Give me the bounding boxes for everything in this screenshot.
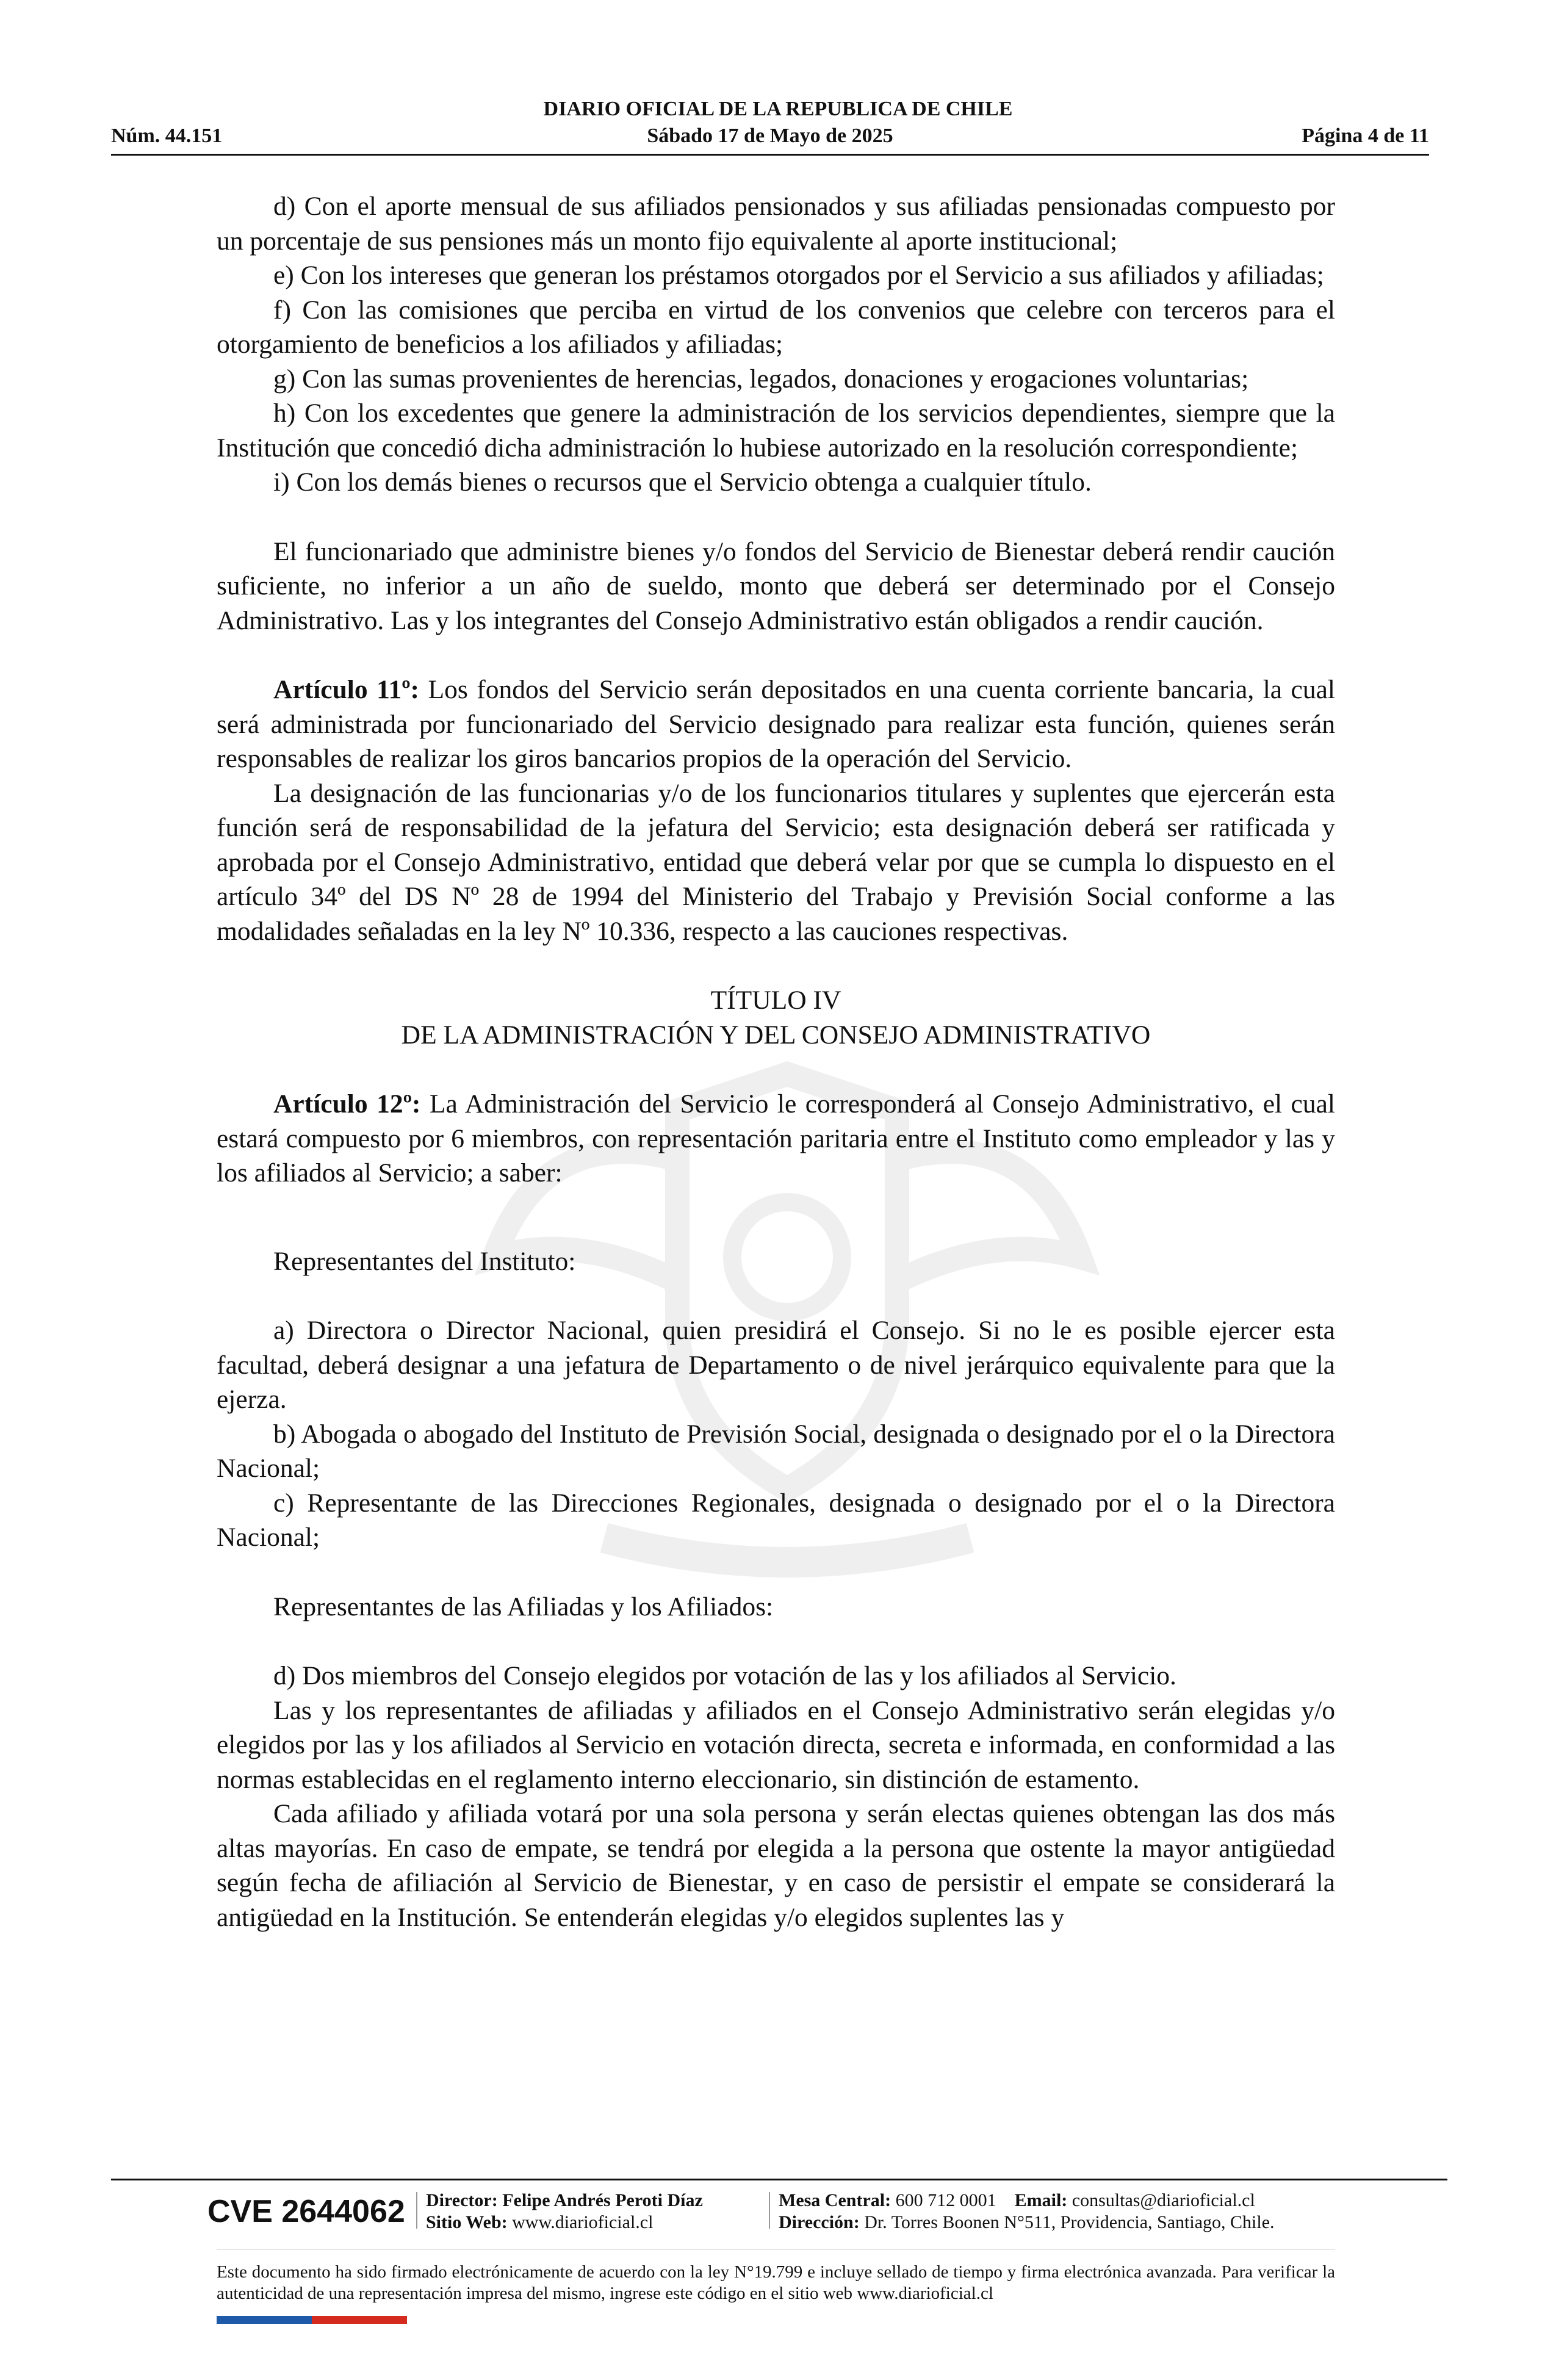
signature-note: Este documento ha sido firmado electrónicamente de acuerdo con la ley N°19.799 e incluye sellado de tiempo y firma electrónica avanzada. Para verificar la autenticidad de una representación impresa del mismo, ingrese este código en el sitio web www.diarioficial.cl: [217, 2262, 1335, 2303]
list-item: c) Representante de las Direcciones Regionales, designada o designado por el o la Directora Nacional;: [217, 1488, 1335, 1552]
list-item: b) Abogada o abogado del Instituto de Previsión Social, designada o designado por el o la Directora Nacional;: [217, 1419, 1335, 1483]
director-name: Felipe Andrés Peroti Díaz: [502, 2190, 703, 2210]
list-item: a) Directora o Director Nacional, quien presidirá el Consejo. Si no le es posible ejercer esta facultad, deberá designar a una jefatura de Departamento o de nivel jerárquico equivalente para que la ejerza.: [217, 1316, 1335, 1414]
footer-separator: [769, 2192, 770, 2229]
document-body: [217, 189, 1335, 1935]
article-12-label: Artículo 12º:: [273, 1089, 421, 1119]
article-11-text: Los fondos del Servicio serán depositados en una cuenta corriente bancaria, la cual será administrada por funcionariado del Servicio designado para realizar esta función, quienes serán responsables de realizar los giros bancarios propios de la operación del Servicio.: [217, 675, 1335, 773]
gazette-title: DIARIO OFICIAL DE LA REPUBLICA DE CHILE: [543, 98, 1013, 120]
cve-code: CVE 2644062: [207, 2194, 405, 2229]
title-iv-heading: TÍTULO IV: [710, 986, 841, 1015]
flag-stripe-blue: [217, 2316, 312, 2324]
issue-date: Sábado 17 de Mayo de 2025: [647, 124, 893, 147]
footer-divider: [111, 2179, 1447, 2180]
article-11-designation: La designación de las funcionarias y/o de los funcionarios titulares y suplentes que ejercerán esta función será de responsabilidad de la jefatura del Servicio; esta designación deberá ser ratificada y aprobada por el Consejo Administrativo, entidad que deberá velar por que se cumpla lo dispuesto en el artículo 34º del DS Nº 28 de 1994 del Ministerio del Trabajo y Previsión Social conforme a las modalidades señaladas en la ley Nº 10.336, respecto a las cauciones respectivas.: [217, 778, 1335, 946]
affiliate-representatives-heading: Representantes de las Afiliadas y los Afiliados:: [273, 1592, 774, 1621]
footer-contact-block: Mesa Central: 600 712 0001 Email: consultas@diarioficial.cl Dirección: Dr. Torres Boonen N°511, Providencia, Santiago, Chile.: [779, 2190, 1275, 2232]
phone-number: 600 712 0001: [895, 2190, 996, 2210]
page-indicator: Página 4 de 11: [1302, 124, 1429, 147]
header-divider: [111, 154, 1429, 156]
vote-paragraph: Cada afiliado y afiliada votará por una sola persona y serán electas quienes obtengan las dos más altas mayorías. En caso de empate, se tendrá por elegida a la persona que ostente la mayor antigüedad según fecha de afiliación al Servicio de Bienestar, y en caso de persistir el empate se considerará la antigüedad en la Institución. Se entenderán elegidas y/o elegidos suplentes las y: [217, 1799, 1335, 1932]
article-12-text: La Administración del Servicio le corresponderá al Consejo Administrativo, el cual estará compuesto por 6 miembros, con representación paritaria entre el Instituto como empleador y las y los afiliados al Servicio; a saber:: [217, 1089, 1335, 1188]
list-item: d) Dos miembros del Consejo elegidos por votación de las y los afiliados al Servicio.: [273, 1661, 1176, 1690]
title-iv-subheading: DE LA ADMINISTRACIÓN Y DEL CONSEJO ADMINISTRATIVO: [401, 1020, 1151, 1050]
article-11-label: Artículo 11º:: [273, 675, 420, 704]
list-item: h) Con los excedentes que genere la administración de los servicios dependientes, siempre que la Institución que concedió dicha administración lo hubiese autorizado en la resolución correspondiente;: [217, 398, 1335, 463]
website-link[interactable]: www.diarioficial.cl: [512, 2212, 654, 2232]
article-11-paragraph: [217, 673, 1335, 776]
address: Dr. Torres Boonen N°511, Providencia, Santiago, Chile.: [864, 2212, 1275, 2232]
election-paragraph: Las y los representantes de afiliadas y afiliados en el Consejo Administrativo serán elegidas y/o elegidos por las y los afiliados al Servicio en votación directa, secreta e informada, en conformidad a las normas establecidas en el reglamento interno eleccionario, sin distinción de estamento.: [217, 1695, 1335, 1794]
header-row: [111, 123, 1429, 150]
list-item: d) Con el aporte mensual de sus afiliados pensionados y sus afiliadas pensionadas compuesto por un porcentaje de sus pensiones más un monto fijo equivalente al aporte institucional;: [217, 192, 1335, 256]
institute-representatives-heading: Representantes del Instituto:: [273, 1246, 576, 1276]
list-item: e) Con los intereses que generan los préstamos otorgados por el Servicio a sus afiliados y afiliadas;: [273, 261, 1324, 290]
footer-director-block: Director: Felipe Andrés Peroti Díaz Sitio Web: www.diarioficial.cl: [426, 2190, 703, 2232]
list-item: i) Con los demás bienes o recursos que el Servicio obtenga a cualquier título.: [273, 467, 1092, 497]
issue-number: Núm. 44.151: [111, 124, 223, 147]
email-link[interactable]: consultas@diarioficial.cl: [1072, 2190, 1255, 2210]
footer-separator: [416, 2192, 417, 2229]
flag-stripe-red: [312, 2316, 407, 2324]
list-item: g) Con las sumas provenientes de herencias, legados, donaciones y erogaciones voluntarias;: [273, 364, 1249, 394]
article-12-paragraph: [217, 1087, 1335, 1191]
bond-paragraph: El funcionariado que administre bienes y/o fondos del Servicio de Bienestar deberá rendir caución suficiente, no inferior a un año de sueldo, monto que deberá ser determinado por el Consejo Administrativo. Las y los integrantes del Consejo Administrativo están obligados a rendir caución.: [217, 536, 1335, 635]
list-item: f) Con las comisiones que perciba en virtud de los convenios que celebre con terceros para el otorgamiento de beneficios a los afiliados y afiliadas;: [217, 295, 1335, 359]
